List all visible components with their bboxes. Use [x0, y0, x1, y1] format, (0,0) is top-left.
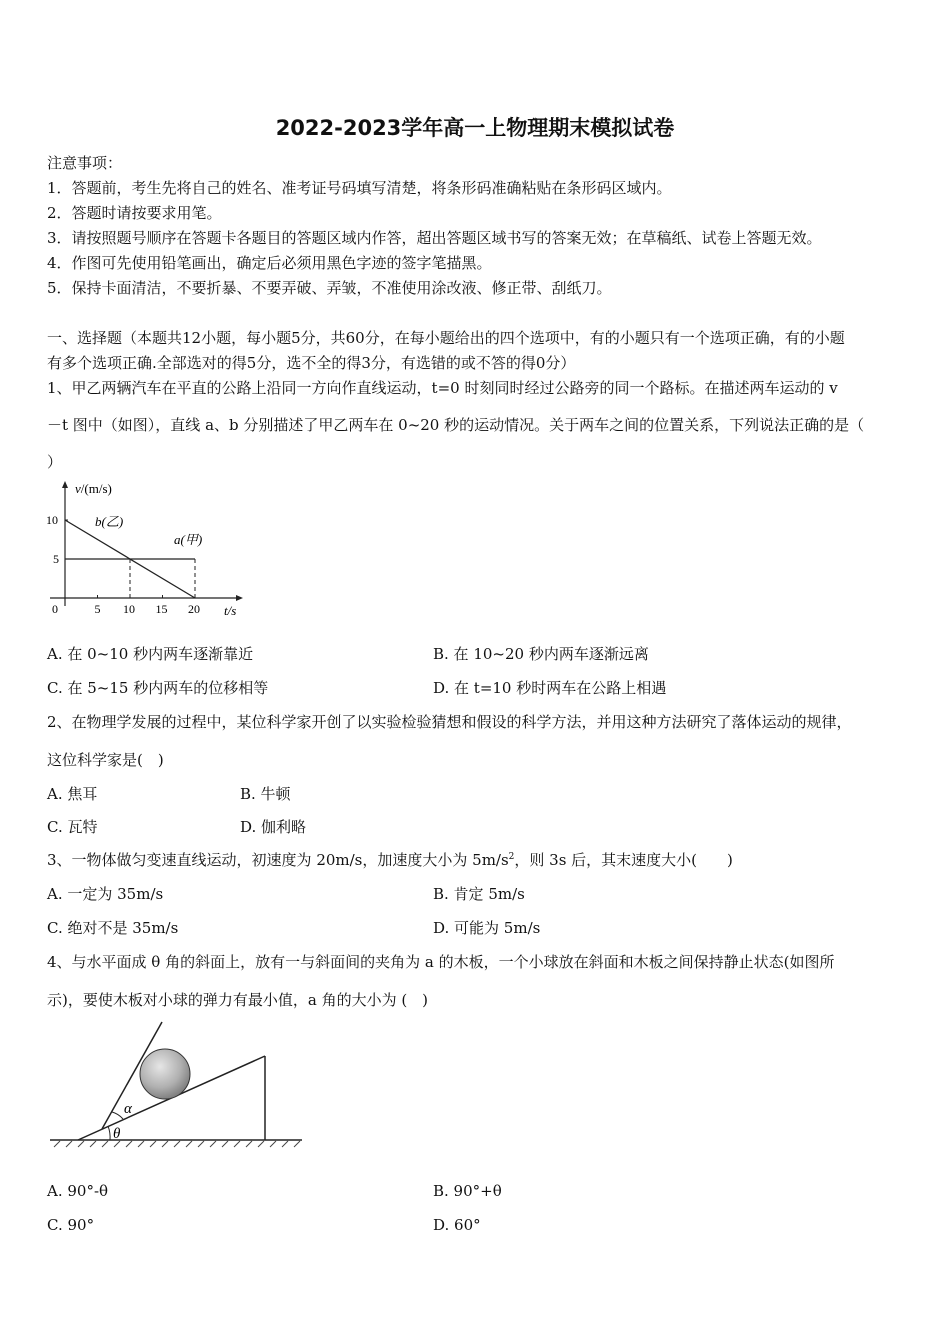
vt-chart [40, 478, 260, 623]
y-axis-arrow [62, 481, 68, 488]
q1-stem: 1、甲乙两辆汽车在平直的公路上沿同一方向作直线运动，t=0 时刻同时经过公路旁的同一个路标。在描述两车运动的 v [47, 379, 838, 397]
q4-option-c[interactable]: C. 90° [47, 1216, 95, 1234]
q3-stem: 3、一物体做匀变速直线运动，初速度为 20m/s，加速度大小为 $5m/s^2$，则 3s 后，其末速度大小( ) [47, 851, 733, 869]
notice-item: 5．保持卡面清洁，不要折暴、不要弄破、弄皱，不准使用涂改液、修正带、刮纸刀。 [47, 279, 612, 297]
x-tick-label: 15 [155, 602, 168, 616]
x-tick-label: 5 [94, 602, 101, 616]
theta-label: θ [113, 1126, 121, 1142]
q2-option-d[interactable]: D. 伽利略 [240, 818, 307, 836]
series-label-b: b(乙) [95, 514, 124, 529]
section-heading-cont: 有多个选项正确.全部选对的得5分，选不全的得3分，有选错的或不答的得0分） [47, 354, 576, 372]
x-axis-label: t/s [224, 603, 237, 618]
q3-option-b[interactable]: B. 肯定 5m/s [433, 885, 525, 903]
q2-option-b[interactable]: B. 牛顿 [240, 785, 291, 803]
notice-heading: 注意事项： [47, 154, 123, 172]
q4-option-d[interactable]: D. 60° [433, 1216, 481, 1234]
q2-stem-cont: 这位科学家是( ) [47, 751, 164, 769]
ground-hatching [54, 1141, 300, 1147]
y-tick-label: 10 [46, 513, 58, 527]
notice-item: 4．作图可先使用铅笔画出，确定后必须用黑色字迹的签字笔描黑。 [47, 254, 492, 272]
q2-option-c[interactable]: C. 瓦特 [47, 818, 98, 836]
y-axis-label: v/(m/s) [75, 481, 112, 496]
section-heading: 一、选择题（本题共12小题，每小题5分，共60分，在每小题给出的四个选项中，有的小题只有一个选项正确，有的小题 [47, 329, 845, 347]
ball [140, 1049, 190, 1099]
q4-stem-cont: 示)，要使木板对小球的弹力有最小值，a 角的大小为 ( ) [47, 991, 429, 1009]
q3-option-a[interactable]: A. 一定为 35m/s [47, 885, 164, 903]
x-tick-label: 20 [188, 602, 200, 616]
q1-stem-end: ） [47, 453, 63, 471]
x-tick-label: 0 [52, 602, 58, 616]
theta-arc [108, 1126, 110, 1140]
page-title: 2022-2023学年高一上物理期末模拟试卷 [275, 116, 675, 140]
notice-item: 3．请按照题号顺序在答题卡各题目的答题区域内作答，超出答题区域书写的答案无效；在草稿纸、试卷上答题无效。 [47, 229, 822, 247]
q1-option-b[interactable]: B. 在 10~20 秒内两车逐渐远离 [433, 645, 649, 663]
q1-option-c[interactable]: C. 在 5~15 秒内两车的位移相等 [47, 679, 269, 697]
q1-stem-cont: －t 图中（如图），直线 a、b 分别描述了甲乙两车在 0~20 秒的运动情况。关于两车之间的位置关系，下列说法正确的是（ [47, 416, 865, 434]
alpha-label: α [124, 1101, 132, 1117]
q1-option-a[interactable]: A. 在 0~10 秒内两车逐渐靠近 [47, 645, 254, 663]
notice-item: 1．答题前，考生先将自己的姓名、准考证号码填写清楚，将条形码准确粘贴在条形码区域内。 [47, 179, 672, 197]
alpha-arc [112, 1112, 123, 1119]
q1-option-d[interactable]: D. 在 t=10 秒时两车在公路上相遇 [433, 679, 667, 697]
q4-stem: 4、与水平面成 θ 角的斜面上，放有一与斜面间的夹角为 a 的木板，一个小球放在斜面和木板之间保持静止状态(如图所 [47, 953, 835, 971]
q2-stem: 2、在物理学发展的过程中，某位科学家开创了以实验检验猜想和假设的科学方法，并用这种方法研究了落体运动的规律， [47, 713, 852, 731]
incline-diagram [40, 1018, 310, 1150]
q2-option-a[interactable]: A. 焦耳 [47, 785, 98, 803]
series-label-a: a(甲) [174, 532, 203, 547]
x-tick-label: 10 [123, 602, 135, 616]
q3-option-c[interactable]: C. 绝对不是 35m/s [47, 919, 179, 937]
x-axis-arrow [236, 595, 243, 601]
q3-option-d[interactable]: D. 可能为 5m/s [433, 919, 541, 937]
q4-option-a[interactable]: A. 90°-θ [47, 1182, 109, 1200]
y-tick-label: 5 [53, 552, 59, 566]
notice-item: 2．答题时请按要求用笔。 [47, 204, 222, 222]
q4-option-b[interactable]: B. 90°+θ [433, 1182, 502, 1200]
